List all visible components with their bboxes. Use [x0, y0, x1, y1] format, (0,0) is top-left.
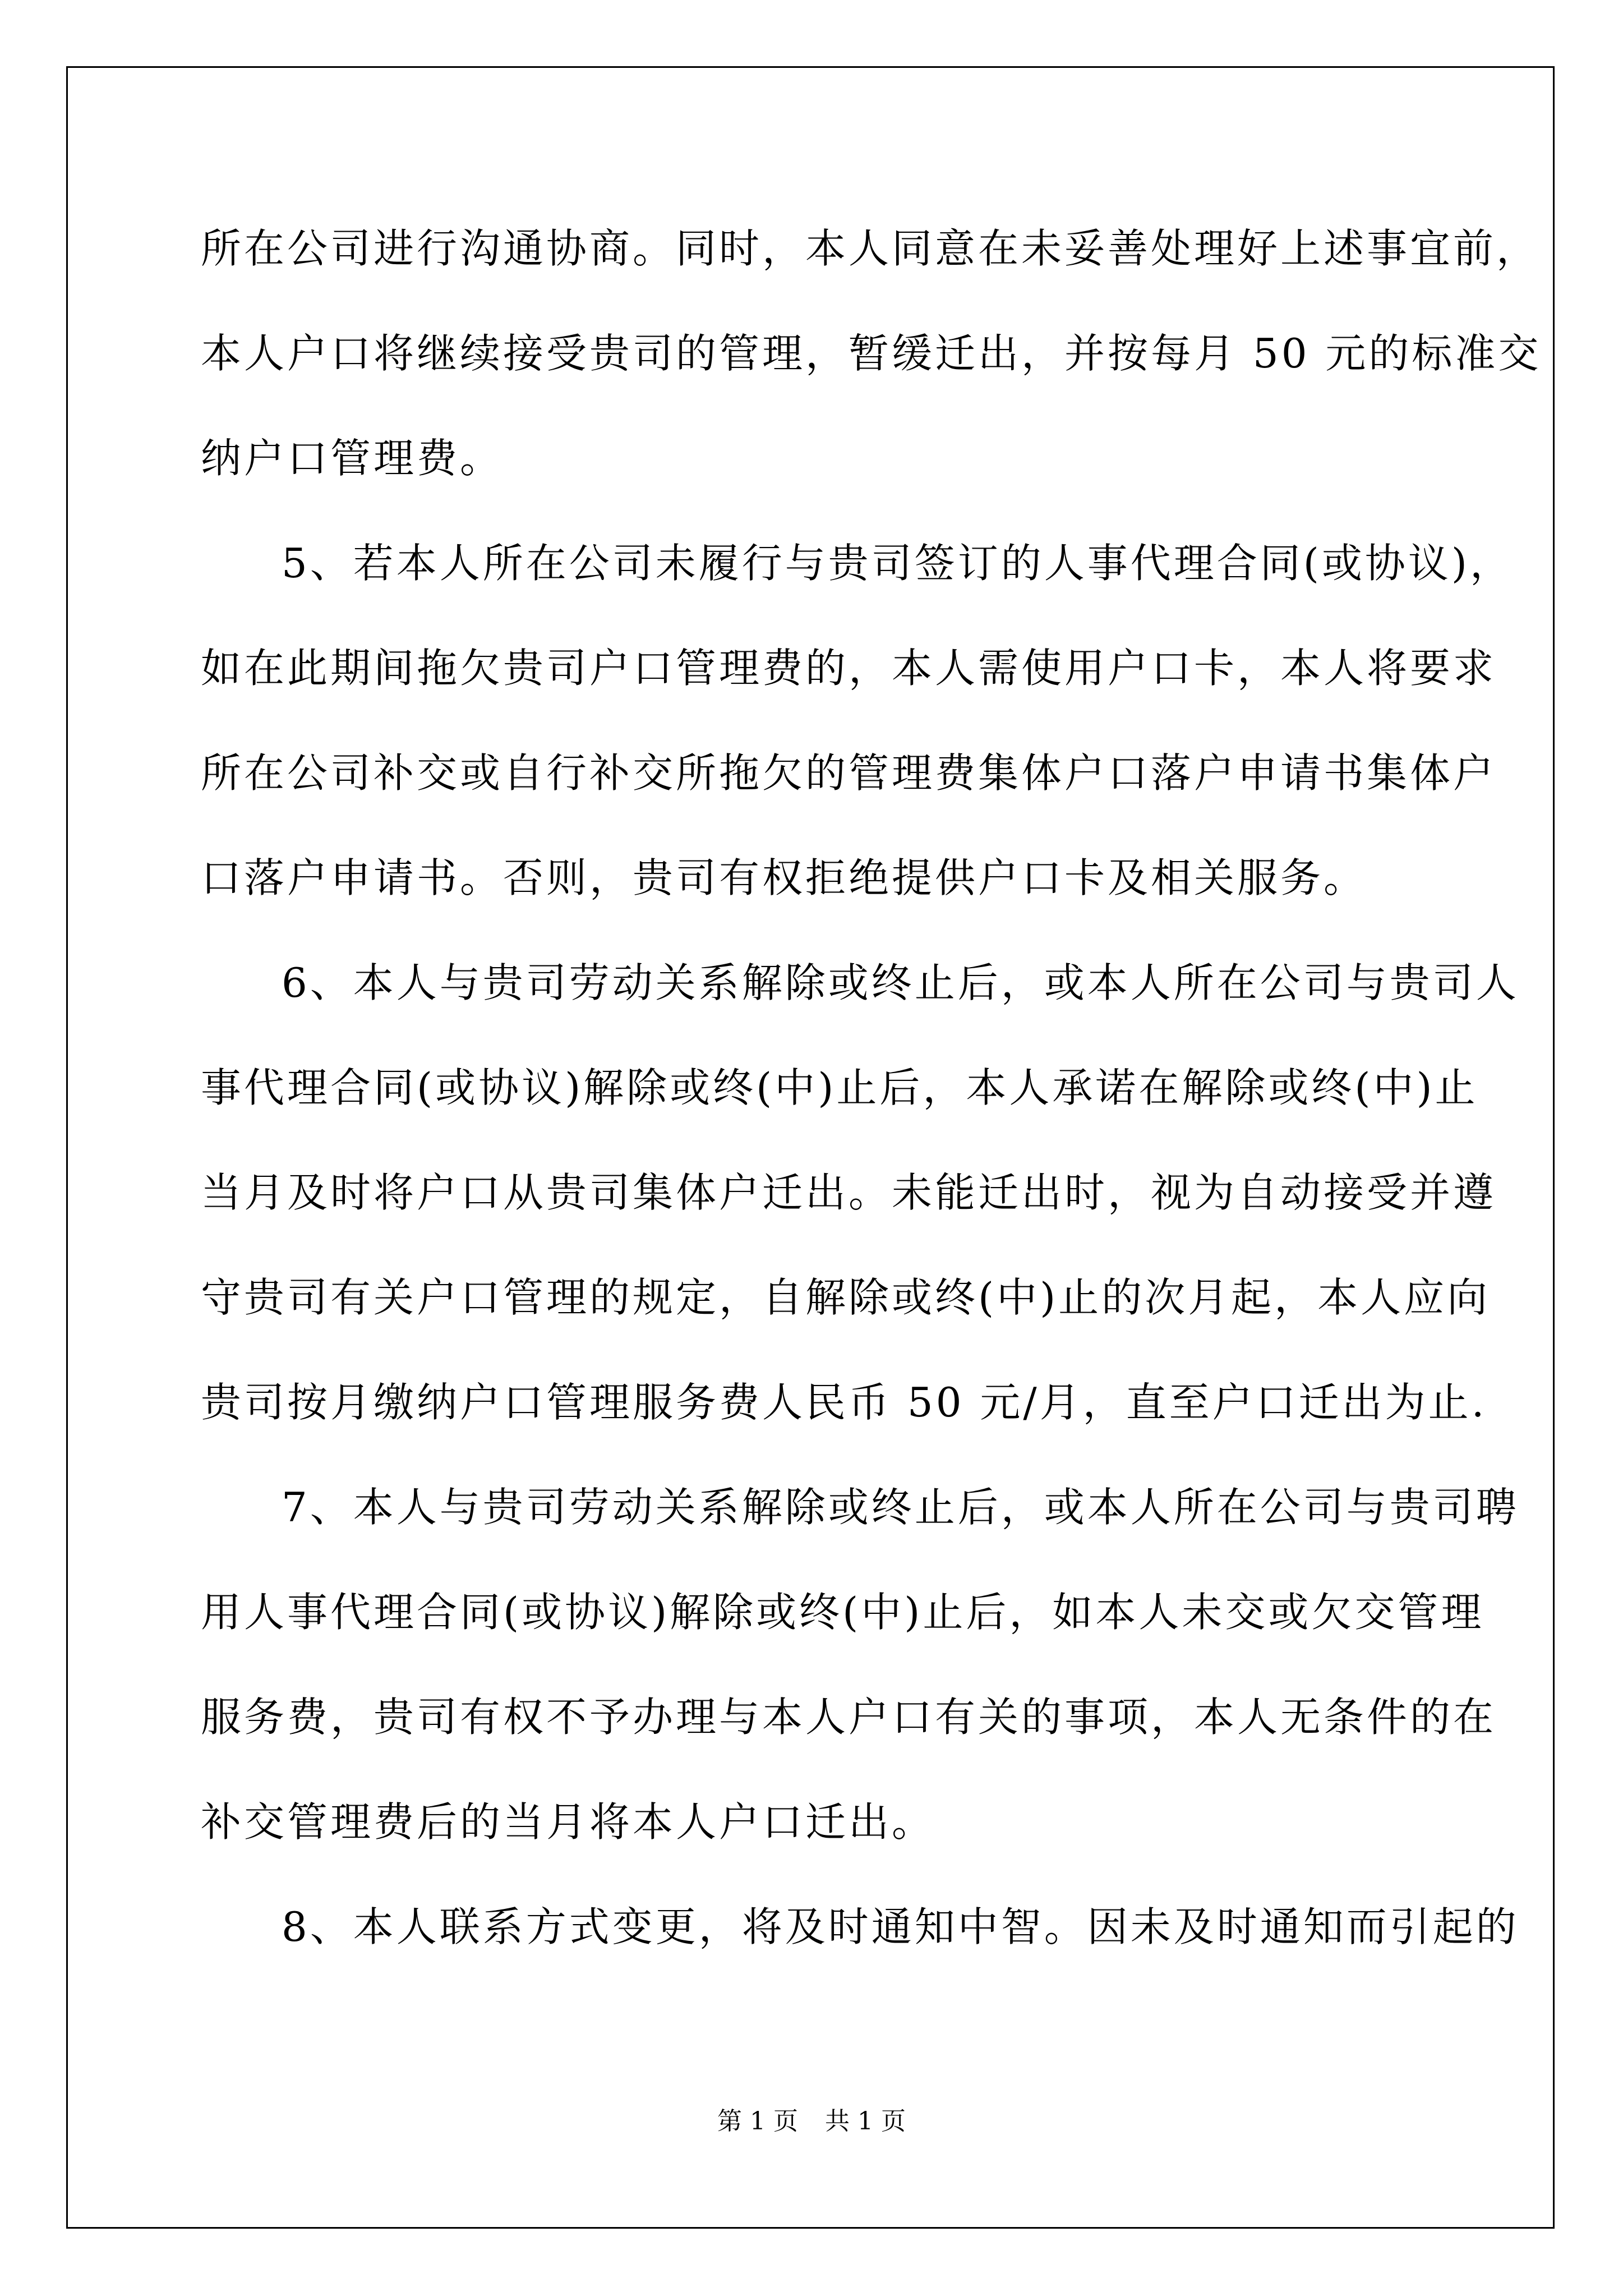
- paragraph-7-start: 7、本人与贵司劳动关系解除或终止后，或本人所在公司与贵司聘: [282, 1484, 1519, 1531]
- document-body: [201, 212, 1542, 1995]
- text-line: 本人户口将继续接受贵司的管理，暂缓迁出，并按每月 50 元的标准交: [201, 330, 1542, 377]
- paragraph-5-start: 5、若本人所在公司未履行与贵司签订的人事代理合同(或协议)，: [282, 540, 1513, 587]
- page-number-current: 第 1 页: [717, 2107, 798, 2136]
- text-line: 事代理合同(或协议)解除或终(中)止后，本人承诺在解除或终(中)止: [201, 1064, 1478, 1111]
- text-line: 所在公司补交或自行补交所拖欠的管理费集体户口落户申请书集体户: [201, 749, 1497, 797]
- page-footer: [0, 2105, 1623, 2138]
- text-line: 如在此期间拖欠贵司户口管理费的，本人需使用户口卡，本人将要求: [201, 645, 1497, 692]
- paragraph-8-start: 8、本人联系方式变更，将及时通知中智。因未及时通知而引起的: [282, 1903, 1519, 1950]
- text-line: 用人事代理合同(或协议)解除或终(中)止后，如本人未交或欠交管理: [201, 1589, 1484, 1636]
- text-line: 守贵司有关户口管理的规定，自解除或终(中)止的次月起，本人应向: [201, 1274, 1491, 1321]
- paragraph-6-start: 6、本人与贵司劳动关系解除或终止后，或本人所在公司与贵司人: [282, 959, 1519, 1006]
- text-line: 服务费，贵司有权不予办理与本人户口有关的事项，本人无条件的在: [201, 1694, 1497, 1741]
- text-line: 所在公司进行沟通协商。同时，本人同意在未妥善处理好上述事宜前，: [201, 225, 1540, 272]
- page-number-total: 共 1 页: [825, 2107, 906, 2136]
- text-line: 补交管理费后的当月将本人户口迁出。: [201, 1798, 935, 1846]
- text-line: 纳户口管理费。: [201, 435, 504, 482]
- text-line: 口落户申请书。否则，贵司有权拒绝提供户口卡及相关服务。: [201, 854, 1367, 901]
- text-line: 贵司按月缴纳户口管理服务费人民币 50 元/月，直至户口迁出为止.: [201, 1379, 1487, 1426]
- text-line: 当月及时将户口从贵司集体户迁出。未能迁出时，视为自动接受并遵: [201, 1169, 1497, 1216]
